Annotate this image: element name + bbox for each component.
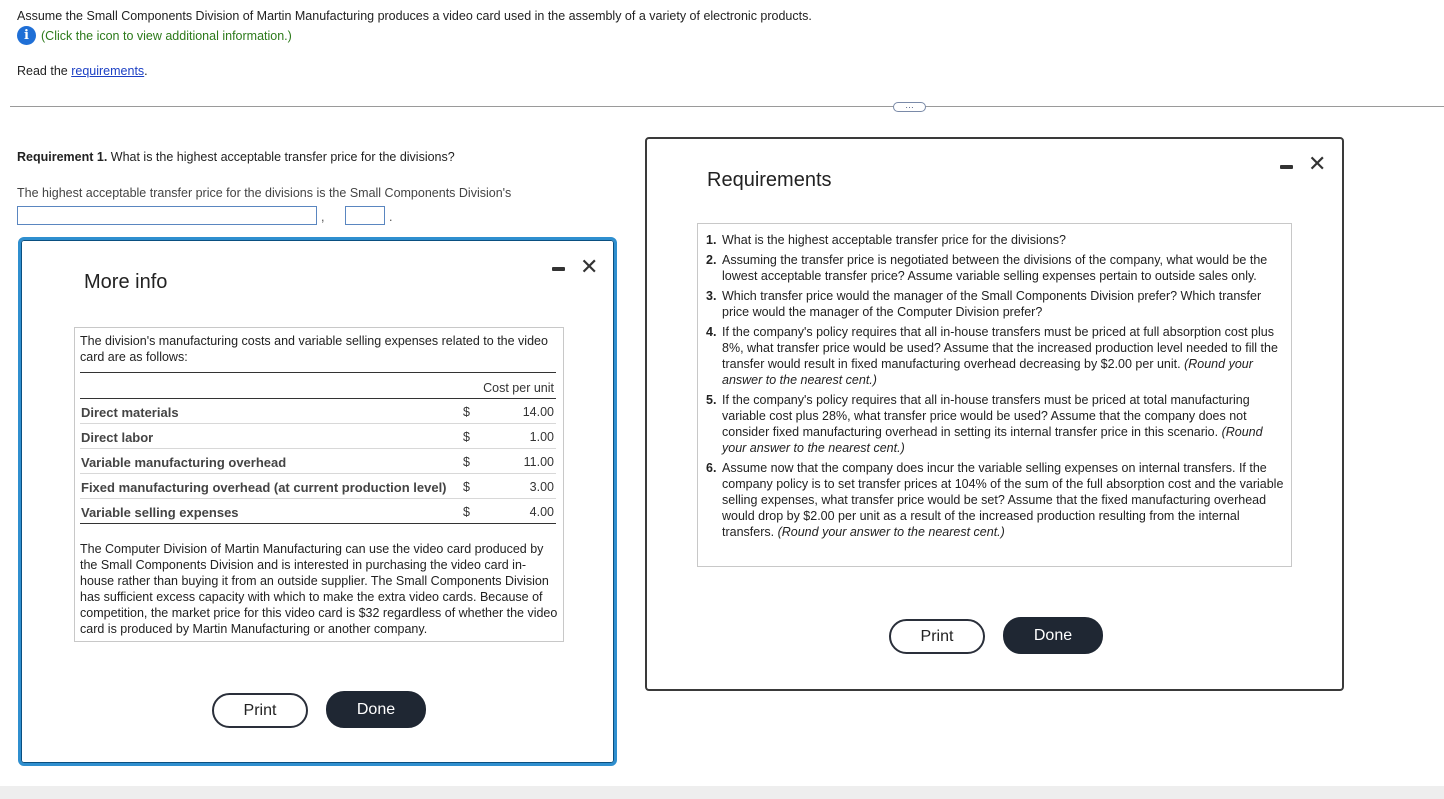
info-icon[interactable]: i — [17, 26, 36, 45]
item-number: 6. — [706, 461, 717, 475]
item-note: (Round your answer to the nearest cent.) — [777, 525, 1005, 539]
row-label: Fixed manufacturing overhead (at current production level) — [81, 480, 447, 495]
cost-table — [80, 372, 556, 524]
done-button[interactable]: Done — [326, 691, 426, 728]
minimize-icon[interactable] — [552, 267, 565, 271]
print-button[interactable]: Print — [889, 619, 985, 654]
requirement-question — [17, 150, 455, 164]
answer-input-1[interactable] — [17, 206, 317, 225]
item-text: Assuming the transfer price is negotiated between the divisions of the company, what would be the lowest acceptable transfer price? Assume variable selling expenses pertain to outside sales only. — [722, 253, 1268, 283]
row-value: 3.00 — [529, 480, 554, 494]
read-prefix: Read the — [17, 64, 72, 78]
row-label: Direct materials — [81, 405, 179, 420]
more-info-title: More info — [84, 271, 168, 293]
row-currency: $ — [463, 505, 470, 519]
item-text: What is the highest acceptable transfer price for the divisions? — [722, 233, 1066, 247]
answer-statement: The highest acceptable transfer price for the divisions is the Small Components Division's — [17, 186, 512, 200]
table-row — [80, 474, 556, 499]
item-number: 1. — [706, 233, 717, 247]
cost-intro: The division's manufacturing costs and variable selling expenses related to the video card are as follows: — [80, 334, 548, 364]
read-suffix: . — [144, 64, 148, 78]
requirements-title: Requirements — [707, 169, 832, 191]
item-text: Which transfer price would the manager of the Small Components Division prefer? Which transfer price would the manager of the Computer Division prefer? — [722, 289, 1262, 319]
row-currency: $ — [463, 405, 470, 419]
row-label: Variable manufacturing overhead — [81, 455, 287, 470]
done-button[interactable]: Done — [1003, 617, 1103, 654]
row-currency: $ — [463, 480, 470, 494]
row-currency: $ — [463, 455, 470, 469]
intro-text: Assume the Small Components Division of Martin Manufacturing produces a video card used in the assembly of a variety of electronic products. — [17, 9, 812, 23]
comma: , — [321, 210, 325, 224]
requirement-text: What is the highest acceptable transfer price for the divisions? — [107, 150, 455, 164]
more-info-dialog — [18, 237, 617, 766]
click-info-row[interactable] — [17, 26, 292, 45]
list-item — [706, 232, 1286, 248]
row-currency: $ — [463, 430, 470, 444]
item-number: 3. — [706, 289, 717, 303]
item-note: (Round your answer to the nearest cent.) — [722, 357, 1253, 387]
requirements-box — [697, 223, 1292, 567]
requirement-label: Requirement 1. — [17, 150, 108, 164]
minimize-icon[interactable] — [1280, 165, 1293, 169]
table-row — [80, 424, 556, 449]
close-icon[interactable]: ✕ — [580, 254, 599, 279]
requirements-list — [706, 232, 1286, 544]
cost-info-box — [74, 327, 564, 642]
list-item — [706, 392, 1286, 456]
click-info-text[interactable]: (Click the icon to view additional information.) — [41, 28, 292, 43]
list-item — [706, 288, 1286, 320]
item-text: Assume now that the company does incur the variable selling expenses on internal transfers. If the company policy is to set transfer prices at 104% of the sum of the full absorption cost and the variable selling expenses, what transfer price would be set? Assume that the fixed manufacturing overhead would drop by $2.00 per unit as a result of the increased production resulting from the internal transfers. — [722, 461, 1284, 539]
item-number: 5. — [706, 393, 717, 407]
read-requirements — [17, 64, 148, 78]
expand-handle[interactable]: … — [893, 102, 926, 112]
item-number: 2. — [706, 253, 717, 267]
cost-column-header: Cost per unit — [483, 381, 554, 395]
computer-division-paragraph: The Computer Division of Martin Manufacturing can use the video card produced by the Small Components Division and is interested in purchasing the video card in-house rather than buying it from an outside supplier. The Small Components Division has sufficient excess capacity with which to make the extra video cards. Because of competition, the market price for this video card is $32 regardless of whether the video card is produced by Martin Manufacturing or another company. — [80, 542, 558, 636]
requirements-dialog — [645, 137, 1344, 691]
cost-table-header — [80, 372, 556, 399]
period: . — [389, 210, 393, 224]
list-item — [706, 252, 1286, 284]
row-label: Variable selling expenses — [81, 505, 239, 520]
footer-strip — [0, 786, 1444, 799]
row-value: 4.00 — [529, 505, 554, 519]
table-row — [80, 399, 556, 424]
row-value: 11.00 — [523, 455, 554, 469]
item-note: (Round your answer to the nearest cent.) — [722, 425, 1263, 455]
item-number: 4. — [706, 325, 717, 339]
section-divider — [10, 106, 1444, 107]
item-text: If the company's policy requires that all in-house transfers must be priced at total manufacturing variable cost plus 28%, what transfer price would be used? Assume that the company does not consider fixed manufacturing overhead in setting its internal transfer price in this scenario. — [722, 393, 1250, 439]
table-row — [80, 499, 556, 524]
list-item — [706, 460, 1286, 540]
table-row — [80, 449, 556, 474]
row-value: 1.00 — [529, 430, 554, 444]
list-item — [706, 324, 1286, 388]
requirements-link[interactable]: requirements — [71, 64, 145, 78]
row-value: 14.00 — [522, 405, 554, 419]
item-text: If the company's policy requires that all in-house transfers must be priced at full absorption cost plus 8%, what transfer price would be used? Assume that the increased production level needed to fill the transfer would result in fixed manufacturing overhead decreasing by $2.00 per unit. — [722, 325, 1278, 371]
print-button[interactable]: Print — [212, 693, 308, 728]
close-icon[interactable]: ✕ — [1308, 151, 1327, 176]
answer-input-2[interactable] — [345, 206, 385, 225]
row-label: Direct labor — [81, 430, 154, 445]
